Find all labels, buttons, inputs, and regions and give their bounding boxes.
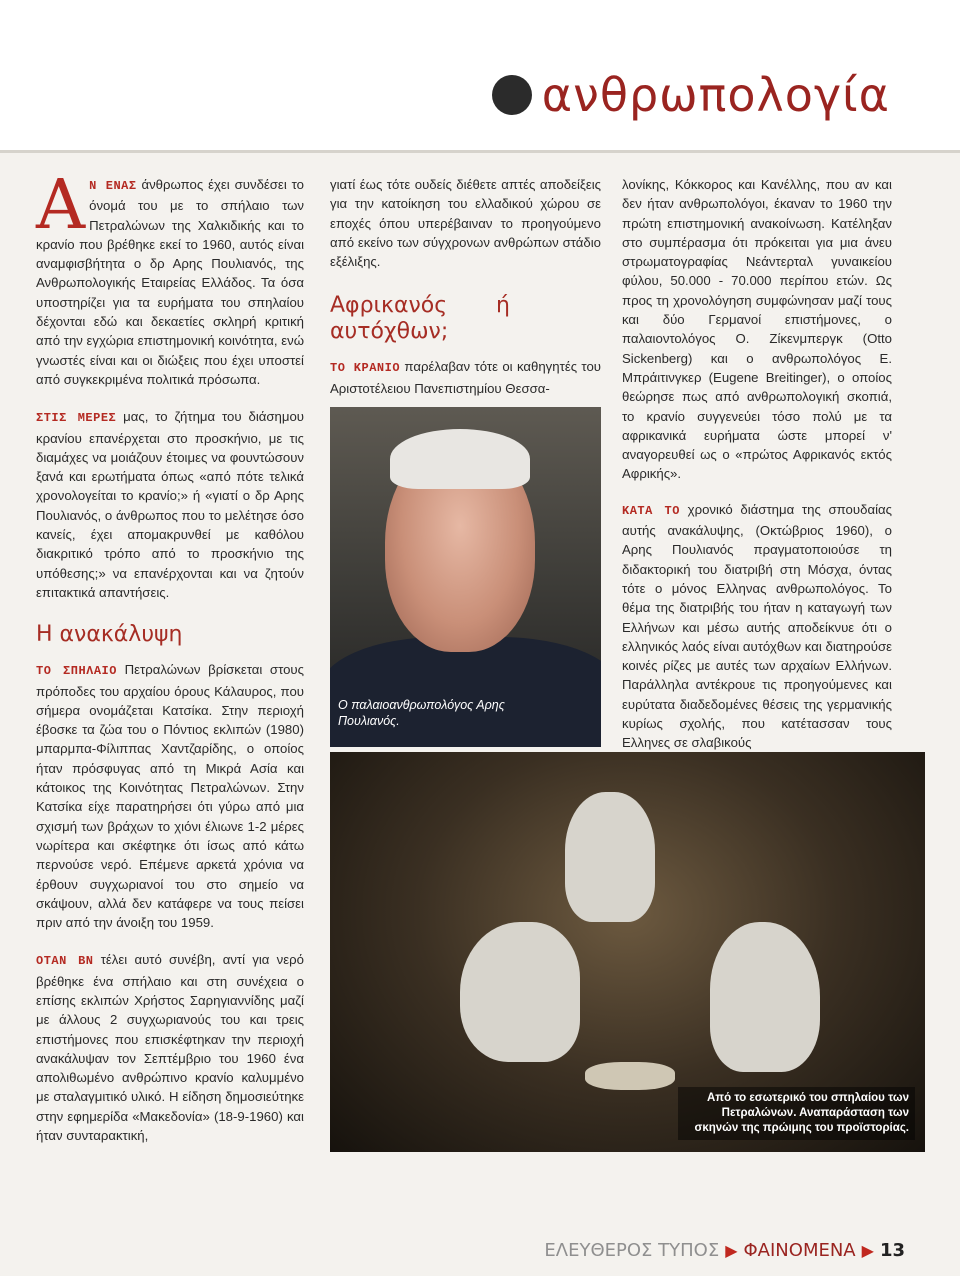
page-footer — [544, 1240, 905, 1261]
paragraph — [36, 660, 304, 932]
stone-pile — [585, 1062, 675, 1090]
lead-in: ΣΤΙΣ ΜΕΡΕΣ — [36, 411, 117, 426]
paragraph-text: Πετραλώνων βρίσκεται στους πρόποδες του αρχαίου όρους Κάλαυρος, που σήμερα ονομάζεται Κατσίκα. Στην περιοχή έβοσκε τα ζώα του ο Πόντιος εκλιπών (1980) μπαρμπα-Φίλιππας Χαντζαρίδης, ο οποίος ήταν πρόσφυγας από τη Μικρά Ασία και κάτοικος της Κοινότητας Πετραλώνων. Στην Κατσίκα είχε παρατηρήσει ότι γύρω από μια σχισμή των βράχων το χιόνι έλιωνε 1-2 μέρες νωρίτερα και σκέφτηκε ότι ίσως από κάτω περνούσε νερό. Επέμενε αρκετά χρόνια να έρθουν συγχωριανοί του στο σημείο να σκάψουν, αλλά δεν κατάφερε να τους πείσει πριν από την άνοιξη του 1959. — [36, 662, 304, 931]
section-name: ΦΑΙΝΟΜΕΝΑ — [743, 1240, 856, 1261]
header-divider — [0, 150, 960, 153]
page-number: 13 — [879, 1240, 905, 1261]
lead-in: ΚΑΤΑ ΤΟ — [622, 503, 680, 518]
lead-in: ΟΤΑΝ ΒΝ — [36, 954, 94, 969]
column-3 — [622, 175, 892, 765]
paragraph-text: παρέλαβαν τότε οι καθηγητές του Αριστοτέλειου Πανεπιστημίου Θεσσα- — [330, 359, 601, 396]
paragraph — [36, 950, 304, 1145]
portrait-photo — [330, 407, 601, 747]
subheading: Αφρικανός ή αυτόχθων; — [330, 293, 510, 345]
jacket-shape — [330, 637, 601, 747]
statue-figure — [710, 922, 820, 1072]
photo-caption: Από το εσωτερικό του σπηλαίου των Πετραλώνων. Αναπαράσταση των σκηνών της πρώιμης του προϊστορίας. — [678, 1087, 915, 1140]
paragraph-text: μας, το ζήτημα του διάσημου κρανίου επανέρχεται στο προσκήνιο, με τις διαμάχες να μοιάζουν έτοιμες να φουντώσουν ξανά και ερωτήματα όπως «από πότε τελικά χρονολογείται το κρανίο;» ή «γιατί ο δρ Αρης Πουλιανός, ο άνθρωπος που το μελέτησε όσο κανείς, έχει απομακρυνθεί με καθόλου διακριτικό τρόπο από το προσκήνιο της υπόθεσης;» να επανέρχονται και να ζητούν επιτακτικά απαντήσεις. — [36, 409, 305, 600]
statue-figure — [565, 792, 655, 922]
photo-caption: Ο παλαιοανθρωπολόγος Αρης Πουλιανός. — [338, 698, 505, 728]
cave-photo — [330, 752, 925, 1152]
paragraph: λονίκης, Κόκκορος και Κανέλλης, που αν και δεν ήταν ανθρωπολόγοι, έκαναν το 1960 την πρώτη επιστημονική ανακοίνωση. Κατέληξαν στο συμπέρασμα ότι πρόκειται για μια άνευ στρωματογραφίας Νεάντερταλ γυναικείου φύλου, 50.000 - 70.000 περίπου ετών. Ως προς τη χρονολόγηση συμφώνησαν μαζί τους και δύο Γερμανοί επιστήμονες, ο παλαιοντολόγος Ο. Ζίκενμπεργκ (Otto Sickenberg) και ο ανθρωπολόγος Ε. Μπράιτινγκερ (Eugene Breitinger), ο οποίος θεώρησε πως από ανθρωπολογική σκοπιά, το κρανίο συγγενεύει τόσο πολύ με τα αφρικανικά ευρήματα ώστε μπορεί ν' αναγορευθεί ως ο «πρώτος Αφρικανός εκτός Αφρικής». — [622, 177, 892, 482]
paragraph — [330, 357, 601, 398]
column-1 — [36, 166, 305, 1157]
drop-cap: Α — [36, 166, 86, 245]
lead-in: ΤΟ ΚΡΑΝΙΟ — [330, 361, 401, 376]
statue-figure — [460, 922, 580, 1062]
column-2 — [330, 175, 601, 410]
section-heading — [492, 68, 890, 122]
hair-shape — [390, 429, 530, 489]
magazine-name: ΕΛΕΥΘΕΡΟΣ ΤΥΠΟΣ — [544, 1240, 720, 1261]
paragraph: γιατί έως τότε ουδείς διέθετε απτές αποδείξεις για την κατοίκηση του ελλαδικού χώρου σε εποχές όπου υπερέβαιναν το προηγούμενο από εκείνο των σύγχρονων ανθρώπων στάδιο εξέλιξης. — [330, 177, 601, 270]
section-title: ανθρωπολογία — [541, 68, 890, 122]
subheading: Η ανακάλυψη — [36, 622, 183, 648]
lead-in: ΤΟ ΣΠΗΛΑΙΟ — [36, 664, 117, 679]
paragraph-text: άνθρωπος έχει συνδέσει το όνομά του με το σπήλαιο των Πετραλώνων της Χαλκιδικής και το κρανίο που βρέθηκε εκεί το 1960, αυτός είναι αναμφισβήτητα ο δρ Αρης Πουλιανός, της Ανθρωπολογικής Εταιρείας Ελλάδος. Τα όσα υποστηρίζει για τα ευρήματα του σπηλαίου δέχονται εδώ και δεκαετίες σκληρή κριτική από την εγχώρια επιστημονική κοινότητα, ενώ γνωστές είναι και οι διώξεις που έχει υποστεί από συγκεκριμένα πολιτικά πρόσωπα. — [36, 177, 304, 387]
paragraph-intro — [36, 166, 304, 389]
bullet-circle-icon — [492, 75, 532, 115]
paragraph-text: χρονικό διάστημα της σπουδαίας αυτής ανακάλυψης, (Οκτώβριος 1960), ο Αρης Πουλιανός πραγματοποιούσε τη διδακτορική του διατριβή στη Μόσχα, όντας τότε ο μόνος Ελληνας ανθρωπολόγος. Το θέμα της διατριβής του ήταν η καταγωγή των Ελλήνων και μέσω αυτής αποδείκνυε ότι ο ελληνικός λαός είναι αυτόχθων και διατηρούσε κοινές ρίζες με αυτές των αρχαίων Ελλήνων. Παράλληλα αντέκρουε τις προηγούμενες και ευρύτατα διαδεδομένες θέσεις της γερμανικής κυρίως σχολής, που κατέτασσαν τους Ελληνες σε σλαβικούς — [622, 501, 892, 751]
paragraph — [36, 407, 304, 602]
lead-in: Ν ΕΝΑΣ — [89, 179, 137, 193]
paragraph — [622, 500, 892, 753]
triangle-right-icon: ▶ — [725, 1241, 738, 1260]
triangle-right-icon: ▶ — [861, 1241, 874, 1260]
paragraph-text: τέλει αυτό συνέβη, αντί για νερό βρέθηκε ένα σπήλαιο και στη συνέχεια ο επίσης εκλιπών Χρήστος Σαρηγιαννίδης μαζί με άλλους 2 συγχωριανούς του και τρεις επιστήμονες που επισκέφτηκαν την περιοχή ανακάλυψαν τον Σεπτέμβριο του 1960 ένα απολιθωμένο ανθρώπινο κρανίο καλυμμένο με σταλαγμιτικό υλικό. Η είδηση δημοσιεύτηκε στην εφημερίδα «Μακεδονία» (18-9-1960) και ήταν συνταρακτική, — [36, 952, 304, 1144]
